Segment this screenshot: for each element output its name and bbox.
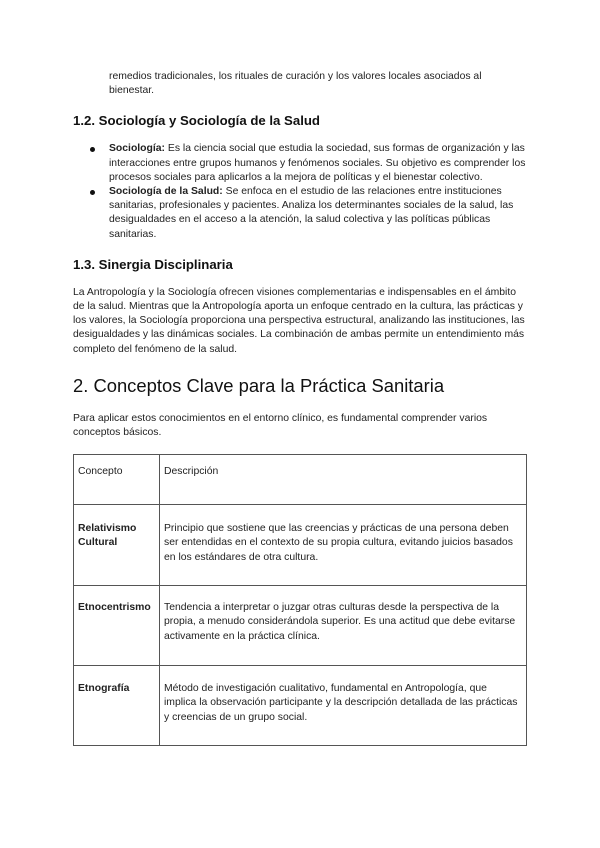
concepts-intro: Para aplicar estos conocimientos en el entorno clínico, es fundamental comprender varios conceptos básicos. [73,412,488,439]
table-header-description: Descripción [160,455,527,505]
list-item-term: Sociología: [109,143,165,155]
document-page [73,70,528,746]
bullet-icon [90,190,95,195]
list-item-text: Se enfoca en el estudio de las relaciones entre instituciones sanitarias, profesionales y pacientes. Analiza los determinantes sociales de la salud, las desigualdades en el acceso a la atención, la salud colectiva y las políticas públicas sanitarias. [109,186,514,240]
table-cell-description: Principio que sostiene que las creencias y prácticas de una persona deben ser entendidas en el contexto de su propia cultura, evitando juicios basados en los estándares de otra cultura. [160,505,527,586]
table-header-row [74,455,527,505]
section-heading-2: 2. Conceptos Clave para la Práctica Sanitaria [73,374,445,396]
table-row [74,505,527,586]
sociology-list [73,142,528,241]
continuation-text: remedios tradicionales, los rituales de curación y los valores locales asociados al bienestar. [109,71,482,97]
concepts-table [73,454,527,746]
table-cell-description: Método de investigación cualitativo, fundamental en Antropología, que implica la observación participante y la descripción detallada de las prácticas y creencias de un grupo social. [160,666,527,746]
bullet-icon [90,147,95,152]
table-cell-concept: Etnocentrismo [74,586,160,666]
section-heading-1-3: 1.3. Sinergia Disciplinaria [73,256,233,272]
table-row [74,586,527,666]
table-cell-description: Tendencia a interpretar o juzgar otras culturas desde la perspectiva de la propia, a menudo considerándola superior. Es una actitud que debe evitarse activamente en la práctica clínica. [160,586,527,666]
table-cell-concept: Relativismo Cultural [74,505,160,586]
list-item [73,142,528,185]
table-row [74,666,527,746]
table-cell-concept: Etnografía [74,666,160,746]
synergy-paragraph: La Antropología y la Sociología ofrecen visiones complementarias e indispensables en el ámbito de la salud. Mientras que la Antropología aporta un enfoque centrado en la cultura, las prácticas y los valores, la Sociología proporciona una perspectiva estructural, analizando las instituciones, las desigualdades y las dinámicas sociales. La combinación de ambas permite un entendimiento más completo del fenómeno de la salud. [73,286,525,355]
section-heading-1-2: 1.2. Sociología y Sociología de la Salud [73,113,320,129]
table-header-concept: Concepto [74,455,160,505]
list-item-term: Sociología de la Salud: [109,186,223,198]
list-item [73,185,528,242]
list-item-text: Es la ciencia social que estudia la sociedad, sus formas de organización y las interacciones entre grupos humanos y fenómenos sociales. Su objetivo es comprender los procesos sociales para aplicarlos a la mejora de políticas y el bienestar colectivo. [109,143,526,183]
